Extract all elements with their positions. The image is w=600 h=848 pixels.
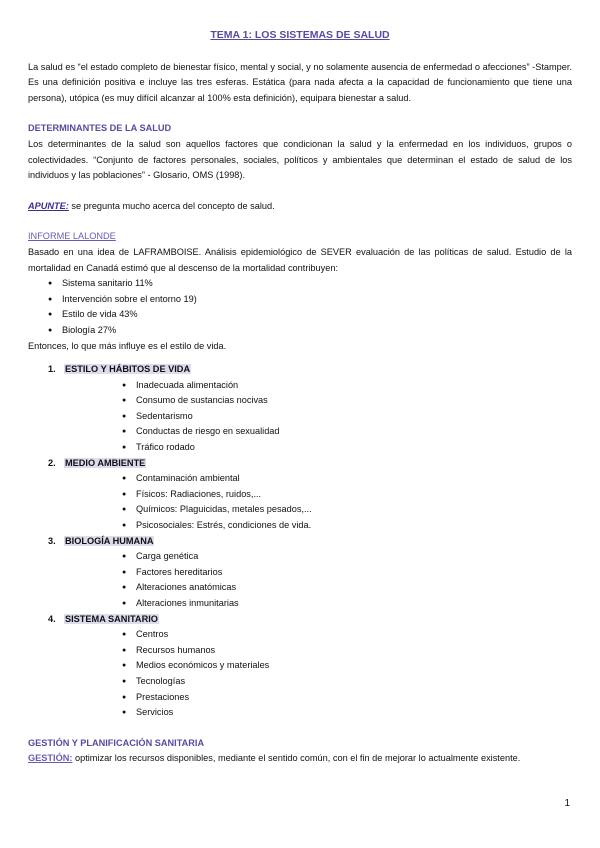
apunte-text: se pregunta mucho acerca del concepto de salud.	[68, 200, 275, 211]
category-number: 2.	[48, 457, 56, 468]
category-number: 1.	[48, 364, 56, 375]
page-number: 1	[564, 798, 570, 809]
list-item: ● Centros	[122, 627, 572, 643]
list-item: ● Conductas de riesgo en sexualidad	[122, 424, 572, 440]
list-item: ● Tráfico rodado	[122, 440, 572, 456]
category-items	[64, 378, 572, 456]
list-item: ● Factores hereditarios	[122, 565, 572, 581]
category-number: 3.	[48, 535, 56, 546]
category-biologia	[28, 534, 572, 612]
list-item: ● Intervención sobre el entorno 19)	[48, 292, 572, 308]
category-number: 4.	[48, 613, 56, 624]
category-title: SISTEMA SANITARIO	[65, 613, 158, 624]
category-items	[64, 471, 572, 533]
list-item: ● Contaminación ambiental	[122, 471, 572, 487]
list-item: ● Prestaciones	[122, 690, 572, 706]
document-page	[28, 28, 572, 767]
gestion-heading: GESTIÓN Y PLANIFICACIÓN SANITARIA	[28, 737, 205, 748]
gestion-paragraph	[28, 751, 572, 767]
informe-conclusion: Entonces, lo que más influye es el estilo de vida.	[28, 340, 227, 351]
list-item: ● Biología 27%	[48, 323, 572, 339]
gestion-label: GESTIÓN:	[28, 753, 73, 764]
apunte-note	[28, 199, 572, 215]
list-item: ● Químicos: Plaguicidas, metales pesados,...	[122, 502, 572, 518]
list-item: ● Alteraciones anatómicas	[122, 580, 572, 596]
page-title: TEMA 1: LOS SISTEMAS DE SALUD	[210, 29, 390, 41]
list-item: ● Físicos: Radiaciones, ruidos,...	[122, 487, 572, 503]
category-sistema-sanitario	[28, 612, 572, 721]
determinantes-paragraph: Los determinantes de la salud son aquellos factores que condicionan la salud y la enfermedad en los individuos, grupos o colectividades. “Conjunto de factores personales, sociales, políticos y ambientales que determinan el estado de salud de los individuos y las poblaciones” - Glosario, OMS (1998).	[28, 138, 572, 181]
informe-paragraph: Basado en una idea de LAFRAMBOISE. Análisis epidemiológico de SEVER evaluación de las políticas de salud. Estudio de la mortalidad en Canadá estimó que al descenso de la mortalidad contribuyen:	[28, 246, 572, 273]
list-item: ● Estilo de vida 43%	[48, 307, 572, 323]
list-item: ● Sistema sanitario 11%	[48, 276, 572, 292]
gestion-text: optimizar los recursos disponibles, mediante el sentido común, con el fin de mejorar lo actualmente existente.	[72, 753, 521, 764]
category-medio-ambiente	[28, 456, 572, 534]
list-item: ● Consumo de sustancias nocivas	[122, 393, 572, 409]
list-item: ● Carga genética	[122, 549, 572, 565]
category-estilo	[28, 362, 572, 456]
list-item: ● Servicios	[122, 705, 572, 721]
list-item: ● Psicosociales: Estrés, condiciones de vida.	[122, 518, 572, 534]
category-title: ESTILO Y HÁBITOS DE VIDA	[65, 364, 191, 375]
list-item: ● Sedentarismo	[122, 409, 572, 425]
informe-bullet-list	[28, 276, 572, 338]
category-items	[64, 549, 572, 611]
informe-heading: INFORME LALONDE	[28, 231, 116, 242]
list-item: ● Medios económicos y materiales	[122, 658, 572, 674]
list-item: ● Recursos humanos	[122, 643, 572, 659]
category-title: MEDIO AMBIENTE	[65, 457, 146, 468]
category-items	[64, 627, 572, 721]
determinant-categories	[28, 362, 572, 721]
determinantes-heading: DETERMINANTES DE LA SALUD	[28, 123, 172, 134]
apunte-label: APUNTE:	[28, 200, 69, 211]
list-item: ● Tecnologías	[122, 674, 572, 690]
list-item: ● Alteraciones inmunitarias	[122, 596, 572, 612]
list-item: ● Inadecuada alimentación	[122, 378, 572, 394]
category-title: BIOLOGÍA HUMANA	[65, 535, 154, 546]
intro-paragraph: La salud es “el estado completo de bienestar físico, mental y social, y no solamente ausencia de enfermedad o afecciones” -Stamper. Es una definición positiva e incluye las tres esferas. Estática (para nada afecta a la capacidad de funcionamiento que tiene una persona), utópica (es muy difícil alcanzar al 100% esta definición), equipara bienestar a salud.	[28, 61, 572, 103]
